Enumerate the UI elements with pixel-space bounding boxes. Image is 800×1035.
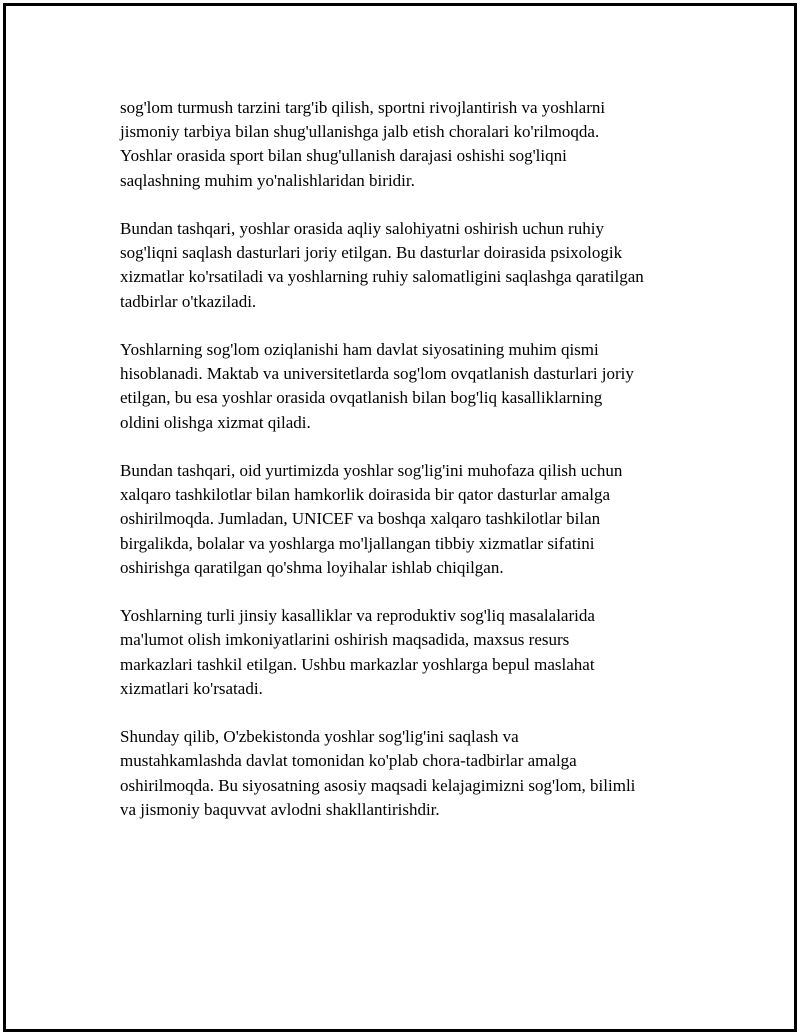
text-line: tadbirlar o'tkaziladi. <box>120 291 257 311</box>
text-line: oshirilmoqda. Bu siyosatning asosiy maqsadi kelajagimizni sog'lom, bilimli <box>120 775 636 795</box>
page-frame <box>3 3 797 1032</box>
text-line: birgalikda, bolalar va yoshlarga mo'ljallangan tibbiy xizmatlar sifatini <box>120 533 595 553</box>
text-line: xizmatlari ko'rsatadi. <box>120 678 263 698</box>
text-line: sog'liqni saqlash dasturlari joriy etilgan. Bu dasturlar doirasida psixologik <box>120 243 623 263</box>
text-line: va jismoniy baquvvat avlodni shakllantirishdir. <box>120 799 440 819</box>
text-line: mustahkamlashda davlat tomonidan ko'plab chora-tadbirlar amalga <box>120 751 577 771</box>
paragraph-3 <box>120 338 710 435</box>
text-line: saqlashning muhim yo'nalishlaridan biridir. <box>120 170 415 190</box>
text-line: Bundan tashqari, oid yurtimizda yoshlar sog'lig'ini muhofaza qilish uchun <box>120 461 623 480</box>
text-line: Bundan tashqari, yoshlar orasida aqliy salohiyatni oshirish uchun ruhiy <box>120 219 604 238</box>
text-line: markazlari tashkil etilgan. Ushbu markazlar yoshlarga bepul maslahat <box>120 654 595 674</box>
text-line: sog'lom turmush tarzini targ'ib qilish, sportni rivojlantirish va yoshlarni <box>120 98 606 117</box>
paragraph-5 <box>120 604 710 701</box>
paragraph-2 <box>120 217 710 314</box>
text-line: oshirishga qaratilgan qo'shma loyihalar ishlab chiqilgan. <box>120 557 504 577</box>
paragraph-6 <box>120 725 710 822</box>
paragraph-4 <box>120 459 710 580</box>
text-line: oshirilmoqda. Jumladan, UNICEF va boshqa xalqaro tashkilotlar bilan <box>120 509 601 529</box>
text-line: Yoshlarning turli jinsiy kasalliklar va reproduktiv sog'liq masalalarida <box>120 606 595 626</box>
text-line: oldini olishga xizmat qiladi. <box>120 412 311 432</box>
text-line: xizmatlar ko'rsatiladi va yoshlarning ruhiy salomatligini saqlashga qaratilgan <box>120 267 644 287</box>
text-line: xalqaro tashkilotlar bilan hamkorlik doirasida bir qator dasturlar amalga <box>120 485 611 505</box>
text-line: Yoshlar orasida sport bilan shug'ullanish darajasi oshishi sog'liqni <box>120 146 567 166</box>
text-line: hisoblanadi. Maktab va universitetlarda sog'lom ovqatlanish dasturlari joriy <box>120 364 634 384</box>
text-line: Shunday qilib, O'zbekistonda yoshlar sog'lig'ini saqlash va <box>120 727 519 747</box>
text-line: etilgan, bu esa yoshlar orasida ovqatlanish bilan bog'liq kasalliklarning <box>120 388 603 408</box>
document-body <box>120 96 710 846</box>
paragraph-1 <box>120 96 710 193</box>
text-line: ma'lumot olish imkoniyatlarini oshirish maqsadida, maxsus resurs <box>120 630 570 650</box>
text-line: Yoshlarning sog'lom oziqlanishi ham davlat siyosatining muhim qismi <box>120 340 599 359</box>
text-line: jismoniy tarbiya bilan shug'ullanishga jalb etish choralari ko'rilmoqda. <box>120 122 600 142</box>
